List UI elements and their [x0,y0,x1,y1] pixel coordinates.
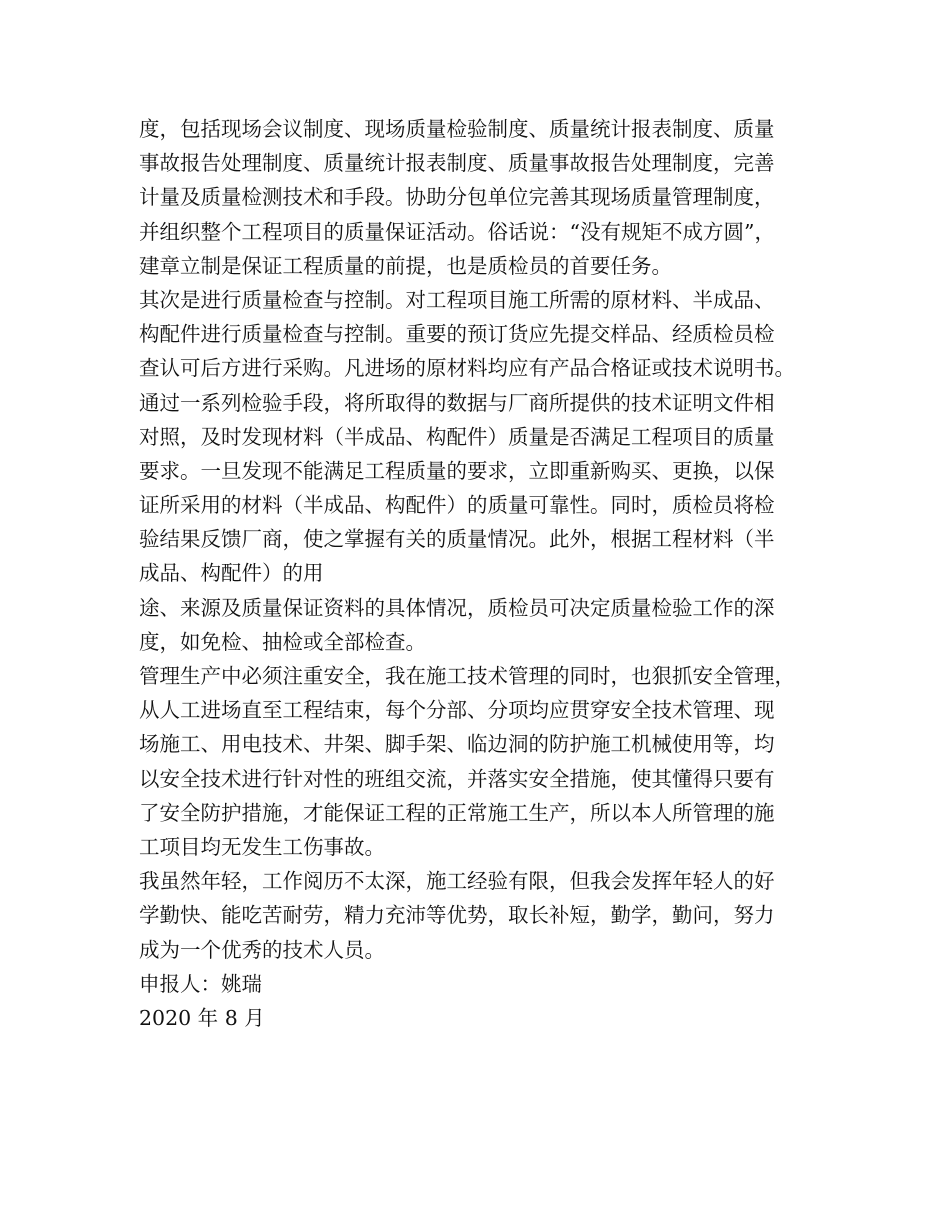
text-line: 途、来源及质量保证资料的具体情况，质检员可决定质量检验工作的深 [139,595,775,620]
text-line: 验结果反馈厂商，使之掌握有关的质量情况。此外，根据工程材料（半 [139,527,775,552]
text-line: 度，如免检、抽检或全部检查。 [139,629,426,654]
text-line: 对照，及时发现材料（半成品、构配件）质量是否满足工程项目的质量 [139,424,775,449]
text-line: 场施工、用电技术、井架、脚手架、临边洞的防护施工机械使用等，均 [139,732,775,757]
text-line: 通过一系列检验手段，将所取得的数据与厂商所提供的技术证明文件相 [139,390,775,415]
text-line: 管理生产中必须注重安全，我在施工技术管理的同时，也狠抓安全管理， [139,664,795,688]
text-line: 建章立制是保证工程质量的前提，也是质检员的首要任务。 [139,253,672,278]
text-line: 要求。一旦发现不能满足工程质量的要求，立即重新购买、更换，以保 [139,458,775,483]
text-line: 成为一个优秀的技术人员。 [139,937,385,962]
text-line: 从人工进场直至工程结束，每个分部、分项均应贯穿安全技术管理、现 [139,698,775,723]
text-line: 工项目均无发生工伤事故。 [139,834,385,859]
text-line: 以安全技术进行针对性的班组交流，并落实安全措施，使其懂得只要有 [139,766,775,791]
text-line: 其次是进行质量检查与控制。对工程项目施工所需的原材料、半成品、 [139,287,775,312]
text-line: 度，包括现场会议制度、现场质量检验制度、质量统计报表制度、质量 [139,117,775,141]
applicant-line: 申报人：姚瑞 [139,971,262,996]
text-line: 查认可后方进行采购。凡进场的原材料均应有产品合格证或技术说明书。 [139,356,795,381]
text-line: 构配件进行质量检查与控制。重要的预订货应先提交样品、经质检员检 [139,322,775,347]
text-line: 学勤快、能吃苦耐劳，精力充沛等优势，取长补短，勤学，勤问，努力 [139,903,775,928]
text-line: 证所采用的材料（半成品、构配件）的质量可靠性。同时，质检员将检 [139,493,775,518]
text-line: 并组织整个工程项目的质量保证活动。俗话说：“没有规矩不成方圆”， [139,219,775,244]
text-line: 计量及质量检测技术和手段。协助分包单位完善其现场质量管理制度， [139,185,775,210]
text-line: 我虽然年轻，工作阅历不太深，施工经验有限，但我会发挥年轻人的好 [139,869,775,894]
document-body [139,112,829,1035]
date-line: 2020 年 8 月 [139,1005,265,1030]
text-line: 事故报告处理制度、质量统计报表制度、质量事故报告处理制度，完善 [139,151,775,176]
text-line: 了安全防护措施，才能保证工程的正常施工生产，所以本人所管理的施 [139,800,775,825]
text-line: 成品、构配件）的用 [139,561,324,586]
